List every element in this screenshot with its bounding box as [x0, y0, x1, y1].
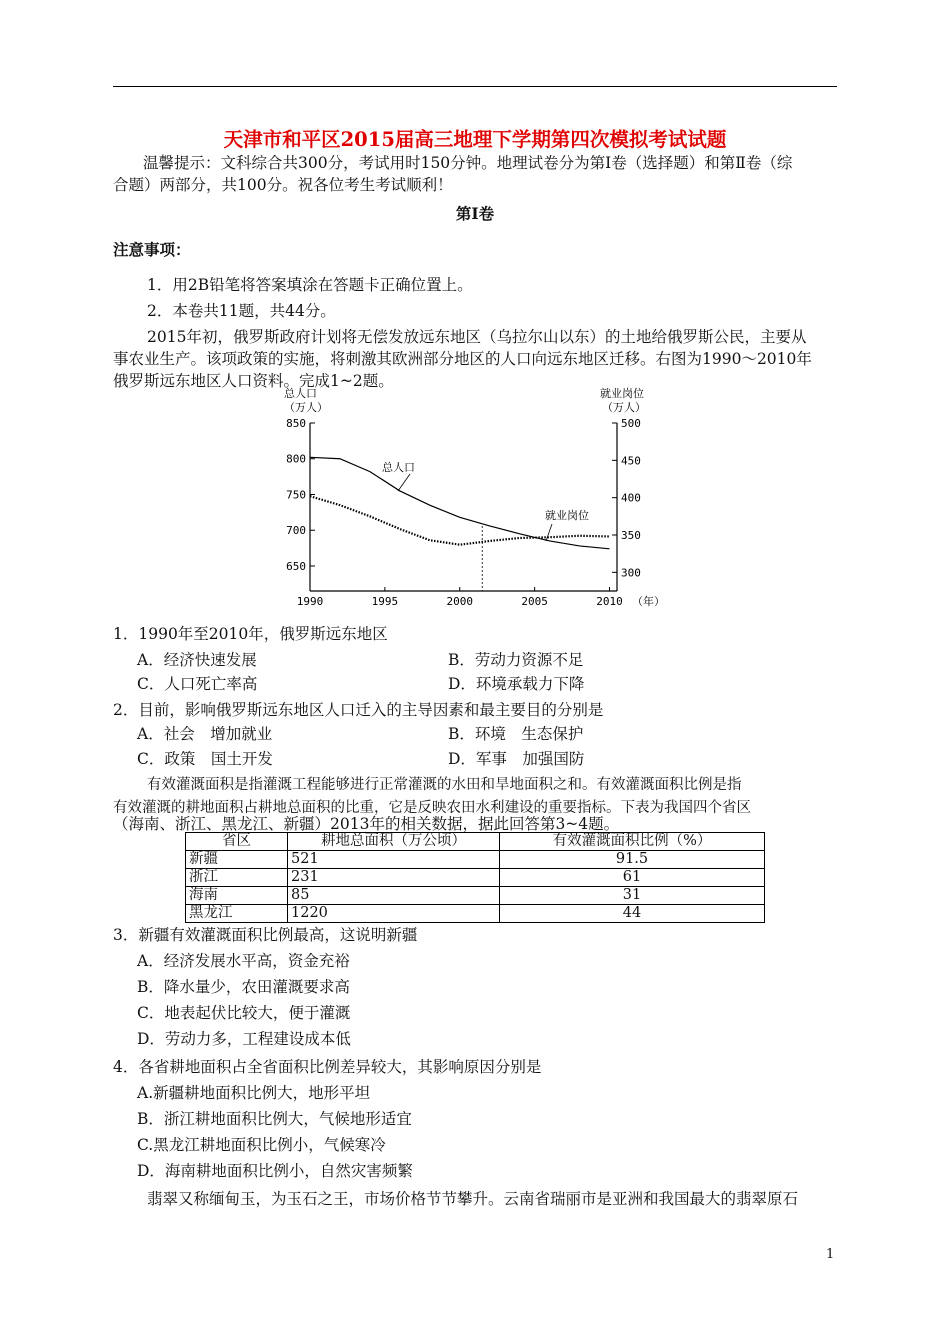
- passage3-line: 翡翠又称缅甸玉，为玉石之王，市场价格节节攀升。云南省瑞丽市是亚洲和我国最大的翡翠原石: [147, 1190, 799, 1208]
- note-item: 2．本卷共11题，共44分。: [147, 302, 336, 320]
- part-title: 第Ⅰ卷: [455, 204, 495, 223]
- left-tick-label: 800: [286, 452, 306, 466]
- table-row: 新疆 521 91.5: [186, 851, 765, 869]
- q1-option-c: C．人口死亡率高: [137, 675, 258, 693]
- right-tick-label: 350: [621, 529, 641, 542]
- header-rule: [113, 86, 837, 87]
- page-number: 1: [826, 1247, 835, 1262]
- right-tick-label: 400: [621, 491, 641, 505]
- q3-option-b: B．降水量少，农田灌溉要求高: [137, 978, 350, 996]
- question-1-stem: 1．1990年至2010年，俄罗斯远东地区: [113, 625, 388, 643]
- passage1-line: 俄罗斯远东地区人口资料。完成1~2题。: [113, 372, 394, 390]
- q2-option-c: C．政策 国土开发: [137, 750, 273, 768]
- question-3-stem: 3．新疆有效灌溉面积比例最高，这说明新疆: [113, 926, 418, 944]
- left-tick-label: 650: [286, 559, 306, 573]
- left-axis-label: 总人口: [284, 387, 317, 400]
- intro-line-1: 温馨提示：文科综合共300分，考试用时150分钟。地理试卷分为第Ⅰ卷（选择题）和第Ⅱ卷（综: [143, 154, 793, 172]
- passage1-line: 事农业生产。该项政策的实施，将刺激其欧洲部分地区的人口向远东地区迁移。右图为1990～2010年: [113, 350, 812, 368]
- table-row: 浙江 231 61: [186, 869, 765, 887]
- q1-option-a: A．经济快速发展: [137, 651, 257, 669]
- right-tick-label: 500: [621, 417, 641, 430]
- intro-line-2: 合题）两部分，共100分。祝各位考生考试顺利！: [113, 176, 453, 194]
- table-row: 黑龙江 1220 44: [186, 905, 765, 923]
- note-item: 1．用2B铅笔将答案填涂在答题卡正确位置上。: [147, 276, 473, 294]
- q2-option-b: B．环境 生态保护: [448, 725, 584, 743]
- q2-option-a: A．社会 增加就业: [137, 725, 273, 743]
- table-header: 省区: [186, 833, 288, 851]
- question-4-stem: 4．各省耕地面积占全省面积比例差异较大，其影响原因分别是: [113, 1058, 542, 1076]
- table-header: 有效灌溉面积比例（%）: [500, 833, 765, 851]
- q3-option-c: C．地表起伏比较大，便于灌溉: [137, 1004, 351, 1022]
- notes-title: 注意事项：: [113, 240, 191, 259]
- table-header: 耕地总面积（万公顷）: [288, 833, 500, 851]
- x-tick-label: 1990: [296, 595, 324, 608]
- page-title: 天津市和平区2015届高三地理下学期第四次模拟考试试题: [223, 128, 727, 151]
- x-tick-label: 2000: [446, 595, 474, 608]
- q4-option-d: D．海南耕地面积比例小，自然灾害频繁: [137, 1162, 413, 1180]
- left-tick-label: 750: [286, 488, 306, 502]
- right-axis-unit: （万人）: [602, 401, 646, 414]
- x-tick-label: 2005: [521, 595, 548, 608]
- left-axis-unit: （万人）: [284, 401, 328, 414]
- q1-option-b: B．劳动力资源不足: [448, 651, 584, 669]
- right-tick-label: 300: [621, 566, 641, 580]
- right-tick-label: 450: [621, 454, 641, 468]
- left-tick-label: 700: [286, 524, 306, 538]
- passage1-line: 2015年初，俄罗斯政府计划将无偿发放远东地区（乌拉尔山以东）的土地给俄罗斯公民，主要从: [147, 328, 807, 346]
- x-tick-label: 2010: [596, 595, 623, 608]
- q3-option-d: D．劳动力多，工程建设成本低: [137, 1030, 351, 1048]
- series-label-jobs: 就业岗位: [545, 509, 589, 522]
- x-tick-label: 1995: [371, 595, 399, 608]
- left-tick-label: 850: [286, 417, 306, 430]
- table-row: 海南 85 31: [186, 887, 765, 905]
- passage2-line: 有效灌溉面积是指灌溉工程能够进行正常灌溉的水田和旱地面积之和。有效灌溉面积比例是指: [147, 777, 742, 793]
- question-2-stem: 2．目前，影响俄罗斯远东地区人口迁入的主导因素和最主要目的分别是: [113, 701, 604, 719]
- q2-option-d: D．军事 加强国防: [448, 750, 585, 768]
- q3-option-a: A．经济发展水平高，资金充裕: [137, 952, 350, 970]
- population-chart: [270, 383, 680, 613]
- series-label-population: 总人口: [382, 461, 415, 474]
- right-axis-label: 就业岗位: [600, 387, 644, 400]
- q4-option-b: B．浙江耕地面积比例大，气候地形适宜: [137, 1110, 412, 1128]
- passage2-line: 有效灌溉的耕地面积占耕地总面积的比重，它是反映农田水利建设的重要指标。下表为我国四个省区: [113, 800, 751, 816]
- irrigation-table: [185, 832, 765, 923]
- q4-option-a: A.新疆耕地面积比例大，地形平坦: [137, 1084, 371, 1102]
- passage2-line: （海南、浙江、黑龙江、新疆）2013年的相关数据，据此回答第3~4题。: [113, 815, 620, 833]
- q4-option-c: C.黑龙江耕地面积比例小，气候寒冷: [137, 1136, 386, 1154]
- q1-option-d: D．环境承载力下降: [448, 675, 585, 693]
- series-line-population: [310, 457, 610, 549]
- x-axis-unit: （年）: [632, 595, 665, 608]
